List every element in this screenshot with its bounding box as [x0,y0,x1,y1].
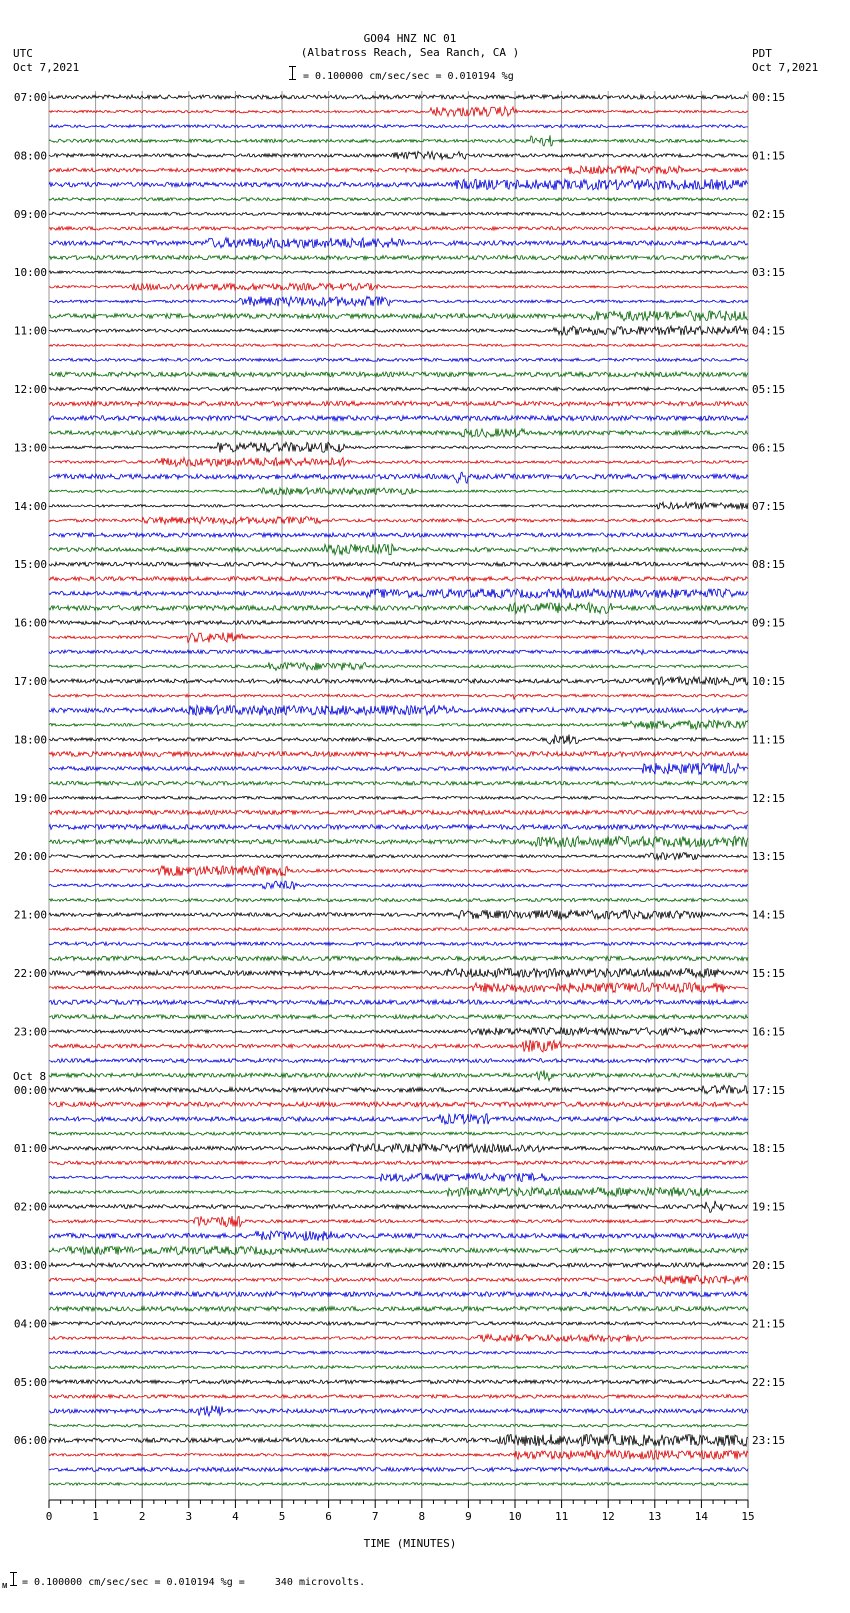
right-timezone: PDT [752,47,772,60]
left-hour-label: 10:00 [13,266,47,280]
left-hour-label: 19:00 [13,791,47,805]
left-timezone: UTC [13,47,33,60]
trace-row-40 [49,677,748,685]
right-hour-label: 12:15 [752,791,786,805]
left-hour-label: 12:00 [13,383,47,396]
right-hour-label: 07:15 [752,499,786,513]
right-hour-label: 06:15 [752,441,786,455]
right-hour-label: 13:15 [752,850,786,864]
left-hour-label: 13:00 [13,441,47,455]
trace-row-32 [49,562,748,566]
left-hour-label: 00:00 [13,1083,47,1097]
right-hour-label: 02:15 [752,207,786,221]
x-tick-label: 6 [325,1510,332,1523]
trace-row-85 [49,1334,748,1341]
trace-row-93 [49,1450,748,1459]
chart-title: GO04 HNZ NC 01 [363,32,457,45]
trace-row-83 [49,1307,748,1312]
trace-row-36 [49,621,748,625]
trace-row-37 [49,632,748,642]
trace-row-18 [49,358,748,361]
trace-row-41 [49,694,748,699]
trace-row-43 [49,720,748,729]
trace-row-86 [49,1351,748,1354]
right-hour-label: 00:15 [752,91,786,104]
trace-row-87 [49,1366,748,1369]
trace-row-33 [49,577,748,581]
x-tick-label: 15 [741,1510,755,1523]
trace-row-17 [49,344,748,346]
trace-row-67 [49,1070,748,1081]
trace-row-92 [49,1434,748,1446]
left-hour-label: 04:00 [13,1317,47,1331]
x-tick-label: 12 [601,1510,615,1523]
right-hour-label: 04:15 [752,324,786,338]
x-tick-label: 7 [371,1510,379,1523]
trace-row-26 [49,472,748,483]
trace-row-63 [49,1015,748,1019]
trace-row-58 [49,942,748,946]
footer-scale-text: = 0.100000 cm/sec/sec = 0.010194 %g = 340 microvolts. [22,1577,366,1588]
trace-row-89 [49,1395,748,1398]
trace-row-72 [49,1144,748,1153]
left-hour-label: 08:00 [13,149,47,163]
trace-row-50 [49,825,748,830]
trace-row-11 [49,256,748,260]
trace-row-66 [49,1059,748,1063]
x-tick-label: 2 [138,1510,146,1523]
footer-mark: ᴍ [2,1581,8,1591]
trace-row-90 [49,1406,748,1417]
right-hour-label: 01:15 [752,149,786,163]
trace-row-49 [49,810,748,814]
trace-row-31 [49,544,748,555]
right-hour-label: 05:15 [752,383,786,396]
trace-row-7 [49,198,748,201]
trace-row-6 [49,179,748,190]
trace-row-23 [49,429,748,438]
x-tick-label: 10 [508,1510,522,1523]
trace-row-82 [49,1292,748,1297]
trace-row-57 [49,928,748,931]
trace-row-10 [49,238,748,249]
trace-row-59 [49,956,748,960]
trace-row-65 [49,1040,748,1052]
x-tick-label: 4 [232,1510,239,1523]
trace-row-53 [49,866,748,876]
trace-row-29 [49,517,748,524]
trace-row-27 [49,488,748,495]
trace-row-78 [49,1231,748,1241]
left-hour-label: 03:00 [13,1259,47,1272]
trace-row-95 [49,1483,748,1486]
x-tick-label: 5 [278,1510,286,1523]
right-hour-label: 19:15 [752,1200,786,1214]
trace-row-79 [49,1246,748,1255]
trace-row-2 [49,125,748,128]
plot-grid [49,91,748,1500]
trace-row-9 [49,227,748,231]
trace-row-73 [49,1161,748,1165]
date-change-label: Oct 8 [13,1069,47,1083]
trace-row-20 [49,387,748,391]
left-hour-label: 18:00 [13,733,47,747]
footer-scale-bar-icon [13,1572,14,1586]
trace-row-60 [49,968,748,977]
trace-row-77 [49,1216,748,1227]
right-hour-label: 20:15 [752,1259,786,1272]
trace-row-54 [49,881,748,890]
left-hour-label: 06:00 [13,1434,47,1448]
right-hour-label: 16:15 [752,1025,786,1039]
right-hour-label: 14:15 [752,908,786,922]
trace-row-12 [49,271,748,274]
trace-row-69 [49,1102,748,1107]
x-tick-label: 1 [92,1510,99,1523]
trace-row-48 [49,796,748,799]
footer-scale-bar-cap-top [10,1572,17,1573]
trace-group [49,95,748,1485]
left-hour-label: 02:00 [13,1200,47,1214]
trace-row-13 [49,283,748,290]
right-hour-label: 09:15 [752,616,786,630]
x-tick-label: 11 [554,1510,569,1523]
left-hour-label: 16:00 [13,616,47,630]
x-tick-label: 9 [465,1510,472,1523]
trace-row-42 [49,705,748,715]
trace-row-5 [49,166,748,174]
trace-row-45 [49,752,748,757]
x-tick-label: 0 [45,1510,53,1523]
trace-row-28 [49,502,748,509]
trace-row-16 [49,326,748,335]
trace-row-61 [49,983,748,993]
trace-row-47 [49,781,748,785]
trace-row-70 [49,1114,748,1125]
trace-row-91 [49,1424,748,1427]
left-hour-label: 22:00 [13,967,47,980]
footer-scale-bar-cap-bottom [10,1585,17,1586]
trace-row-3 [49,135,748,146]
trace-row-51 [49,836,748,847]
left-hour-label: 20:00 [13,850,47,864]
trace-row-39 [49,662,748,670]
trace-row-8 [49,212,748,215]
left-hour-label: 05:00 [13,1375,47,1389]
trace-row-15 [49,311,748,321]
trace-row-0 [49,95,748,99]
right-hour-label: 08:15 [752,558,786,572]
trace-row-80 [49,1263,748,1267]
right-hour-label: 21:15 [752,1317,786,1331]
left-hour-label: 14:00 [13,499,47,513]
trace-row-71 [49,1132,748,1135]
left-hour-label: 17:00 [13,675,47,688]
trace-row-35 [49,603,748,614]
trace-row-19 [49,372,748,377]
x-tick-label: 13 [648,1510,662,1523]
trace-row-55 [49,898,748,901]
station-location: (Albatross Reach, Sea Ranch, CA ) [300,46,520,59]
left-hour-label: 15:00 [13,558,47,572]
left-hour-label: 23:00 [13,1025,47,1039]
left-hour-label: 11:00 [13,324,47,338]
trace-row-62 [49,1000,748,1005]
trace-row-25 [49,458,748,467]
trace-row-44 [49,735,748,745]
trace-row-22 [49,416,748,421]
trace-row-56 [49,910,748,919]
trace-row-68 [49,1085,748,1094]
trace-row-88 [49,1380,748,1384]
right-hour-label: 18:15 [752,1142,786,1156]
right-hour-label: 15:15 [752,967,786,980]
left-hour-label: 07:00 [13,91,47,104]
left-hour-label: 01:00 [13,1142,47,1156]
trace-row-64 [49,1028,748,1036]
trace-row-14 [49,296,748,306]
trace-row-34 [49,589,748,598]
trace-row-94 [49,1467,748,1471]
trace-row-75 [49,1188,748,1197]
right-hour-label: 17:15 [752,1083,786,1097]
trace-row-24 [49,442,748,452]
x-tick-label: 14 [694,1510,709,1523]
x-tick-label: 3 [185,1510,193,1523]
right-hour-label: 11:15 [752,733,786,747]
trace-row-84 [49,1322,748,1325]
scale-text: = 0.100000 cm/sec/sec = 0.010194 %g [303,71,514,82]
trace-row-81 [49,1275,748,1284]
left-hour-label: 09:00 [13,207,47,221]
right-hour-label: 22:15 [752,1375,786,1389]
right-date: Oct 7,2021 [752,61,819,74]
right-hour-label: 10:15 [752,675,786,688]
trace-row-38 [49,650,748,655]
trace-row-4 [49,151,748,159]
trace-row-74 [49,1173,748,1181]
trace-row-21 [49,401,748,406]
right-hour-label: 23:15 [752,1434,786,1448]
trace-row-46 [49,763,748,774]
right-hour-label: 03:15 [752,266,786,280]
left-date: Oct 7,2021 [13,61,80,74]
x-axis-label: TIME (MINUTES) [363,1537,457,1550]
x-tick-label: 8 [418,1510,426,1523]
trace-row-30 [49,533,748,537]
trace-row-52 [49,853,748,860]
trace-row-1 [49,107,748,117]
x-axis [46,1500,755,1523]
left-hour-label: 21:00 [13,908,47,922]
trace-row-76 [49,1201,748,1213]
